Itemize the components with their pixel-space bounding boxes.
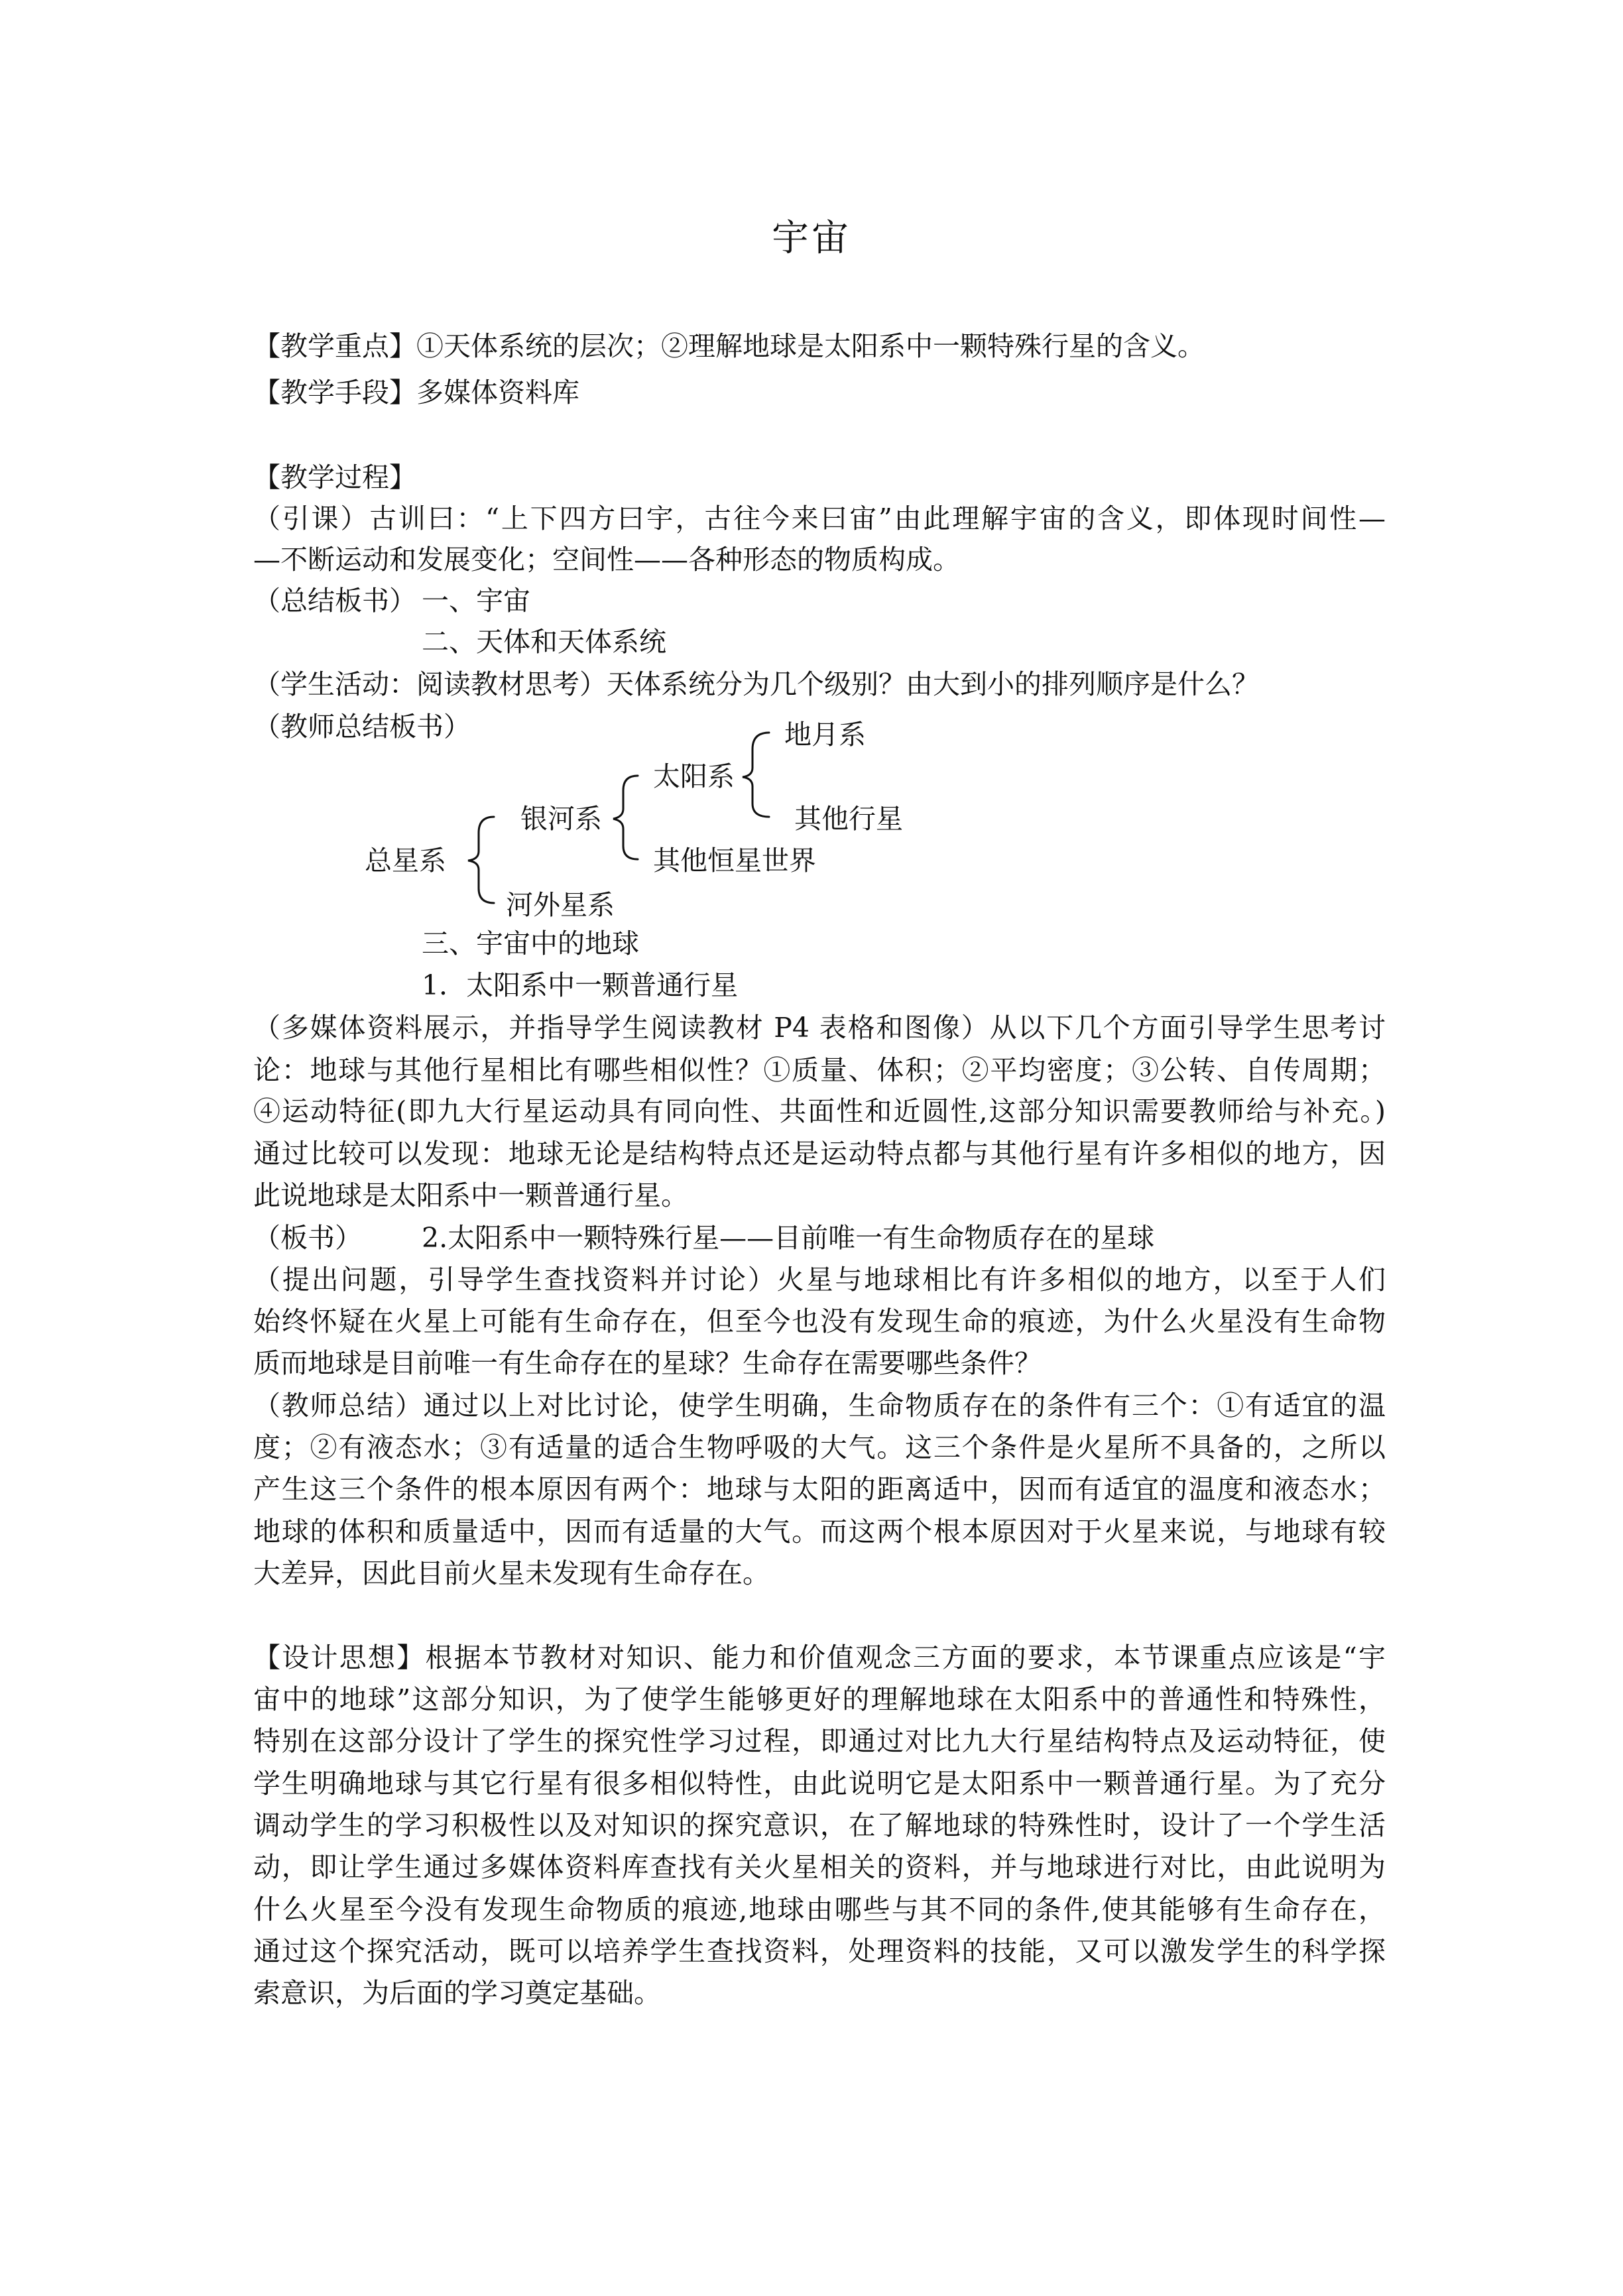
means-text: 多媒体资料库 xyxy=(416,377,579,408)
design-line-1: 【设计思想】根据本节教材对知识、能力和价值观念三方面的要求，本节课重点应该是“宇 xyxy=(253,1642,1386,1673)
summary-item-2: 二、天体和天体系统 xyxy=(422,626,666,658)
para1-line-5: 此说地球是太阳系中一颗普通行星。 xyxy=(253,1179,688,1211)
key-points-label: 【教学重点】 xyxy=(253,330,416,362)
node-root: 总星系 xyxy=(365,845,446,876)
para3-line-4: 地球的体积和质量适中，因而有适量的大气。而这两个根本原因对于火星来说，与地球有较 xyxy=(253,1516,1386,1547)
para3-line-3: 产生这三个条件的根本原因有两个：地球与太阳的距离适中，因而有适宜的温度和液态水； xyxy=(253,1473,1386,1505)
design-line-2: 宙中的地球”这部分知识，为了使学生能够更好的理解地球在太阳系中的普通性和特殊性， xyxy=(253,1683,1386,1715)
means-label: 【教学手段】 xyxy=(253,377,416,408)
intro-line-2: —不断运动和发展变化；空间性——各种形态的物质构成。 xyxy=(253,544,960,575)
student-activity: （学生活动：阅读教材思考）天体系统分为几个级别？由大到小的排列顺序是什么？ xyxy=(253,668,1259,700)
design-line-4: 学生明确地球与其它行星有很多相似特性，由此说明它是太阳系中一颗普通行星。为了充分 xyxy=(253,1768,1386,1799)
node-extragalactic: 河外星系 xyxy=(506,889,615,921)
board-text: 2.太阳系中一颗特殊行星——目前唯一有生命物质存在的星球 xyxy=(422,1222,1155,1254)
node-other-stars: 其他恒星世界 xyxy=(653,845,816,876)
para1-line-4: 通过比较可以发现：地球无论是结构特点还是运动特点都与其他行星有许多相似的地方，因 xyxy=(253,1138,1386,1170)
para2-line-2: 始终怀疑在火星上可能有生命存在，但至今也没有发现生命的痕迹，为什么火星没有生命物 xyxy=(253,1305,1386,1337)
section-3: 三、宇宙中的地球 xyxy=(422,928,639,959)
process-heading: 【教学过程】 xyxy=(253,461,416,493)
summary-label: （总结板书） xyxy=(253,585,416,617)
key-points-text: ①天体系统的层次；②理解地球是太阳系中一颗特殊行星的含义。 xyxy=(416,330,1205,362)
design-line-7: 什么火星至今没有发现生命物质的痕迹,地球由哪些与其不同的条件,使其能够有生命存在， xyxy=(253,1894,1386,1925)
design-line-5: 调动学生的学习积极性以及对知识的探究意识，在了解地球的特殊性时，设计了一个学生活 xyxy=(253,1809,1386,1841)
teacher-board: （教师总结板书） xyxy=(253,711,471,743)
intro-line-1: （引课）古训曰：“上下四方曰宇，古往今来曰宙”由此理解宇宙的含义，即体现时间性— xyxy=(253,503,1386,534)
page-title: 宇宙 xyxy=(772,217,851,260)
para1-line-2: 论：地球与其他行星相比有哪些相似性？①质量、体积；②平均密度；③公转、自传周期； xyxy=(253,1054,1386,1086)
bracket-root xyxy=(468,817,494,903)
bracket-solar-system xyxy=(743,733,769,817)
para3-line-1: （教师总结）通过以上对比讨论，使学生明确，生命物质存在的条件有三个：①有适宜的温 xyxy=(253,1390,1386,1421)
board-label: （板书） xyxy=(253,1222,362,1254)
para1-line-1: （多媒体资料展示，并指导学生阅读教材 P4 表格和图像）从以下几个方面引导学生思考讨 xyxy=(253,1012,1386,1044)
node-solar-system: 太阳系 xyxy=(653,760,735,792)
para3-line-5: 大差异，因此目前火星未发现有生命存在。 xyxy=(253,1557,770,1589)
para2-line-3: 质而地球是目前唯一有生命存在的星球？生命存在需要哪些条件？ xyxy=(253,1347,1042,1379)
design-line-6: 动，即让学生通过多媒体资料库查找有关火星相关的资料，并与地球进行对比，由此说明为 xyxy=(253,1851,1386,1883)
summary-item-1: 一、宇宙 xyxy=(422,585,530,617)
para2-line-1: （提出问题，引导学生查找资料并讨论）火星与地球相比有许多相似的地方，以至于人们 xyxy=(253,1264,1386,1296)
bracket-galaxy xyxy=(613,776,638,859)
node-galaxy: 银河系 xyxy=(520,803,602,835)
node-earth-moon: 地月系 xyxy=(784,719,866,751)
design-line-9: 索意识，为后面的学习奠定基础。 xyxy=(253,1977,661,2009)
node-other-planets: 其他行星 xyxy=(794,803,903,835)
section-3-1: 1．太阳系中一颗普通行星 xyxy=(422,969,739,1001)
design-line-8: 通过这个探究活动，既可以培养学生查找资料，处理资料的技能，又可以激发学生的科学探 xyxy=(253,1935,1386,1967)
para3-line-2: 度；②有液态水；③有适量的适合生物呼吸的大气。这三个条件是火星所不具备的，之所以 xyxy=(253,1431,1386,1463)
design-line-3: 特别在这部分设计了学生的探究性学习过程，即通过对比九大行星结构特点及运动特征，使 xyxy=(253,1725,1386,1757)
para1-line-3: ④运动特征(即九大行星运动具有同向性、共面性和近圆性,这部分知识需要教师给与补充。) xyxy=(253,1095,1386,1127)
